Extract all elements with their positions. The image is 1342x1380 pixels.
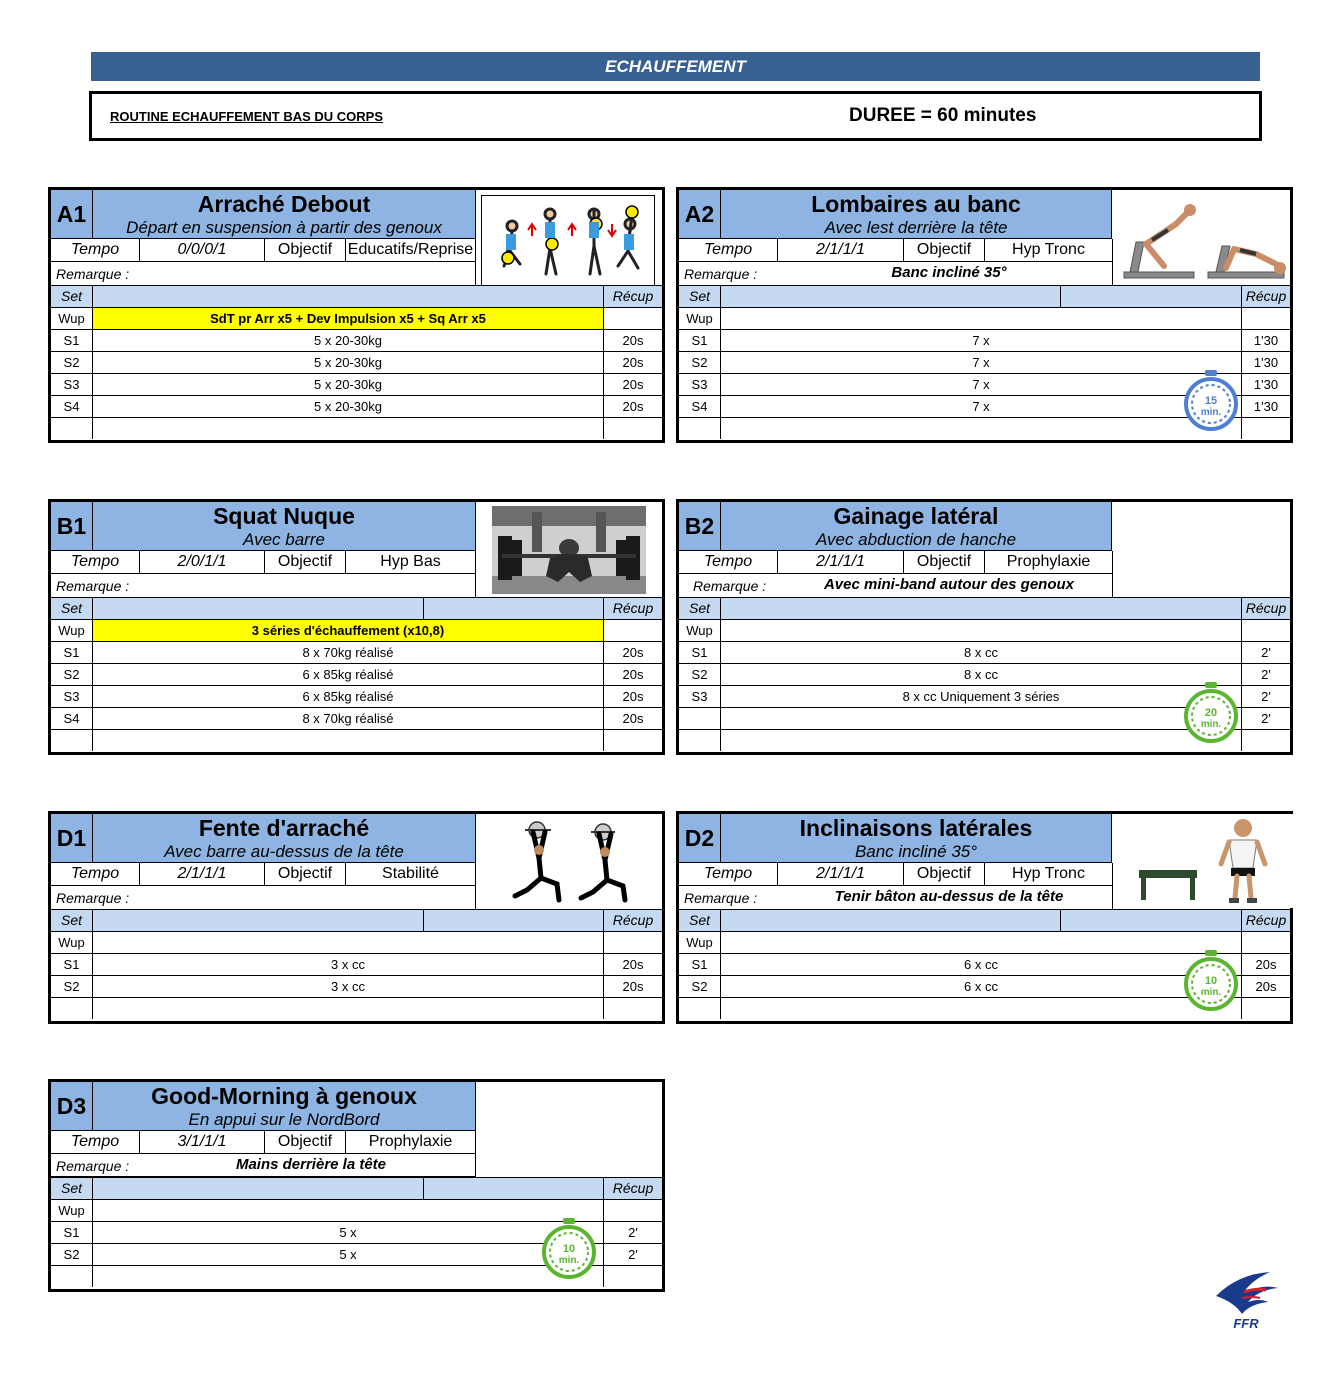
set-cell: S1 [679, 954, 721, 975]
reps-header [93, 1178, 424, 1199]
recup-header: Récup [1245, 288, 1287, 304]
exercise-card-d1 [48, 811, 665, 1024]
remarque-row [51, 886, 476, 909]
reps-cell [721, 620, 1242, 641]
remarque-row [51, 1154, 476, 1177]
tempo-label: Tempo [51, 551, 140, 573]
recup-cell: 1'30 [1253, 355, 1279, 370]
reps-cell: 3 x cc [93, 954, 604, 975]
exercise-label: D2 [679, 814, 721, 863]
recup-cell: 20s [622, 979, 644, 994]
recup-cell: 2' [1261, 689, 1271, 704]
recup-cell: 20s [622, 333, 644, 348]
set-header: Set [51, 598, 93, 619]
table-row [679, 642, 1290, 664]
tempo-row [51, 1131, 476, 1154]
set-cell: S3 [679, 374, 721, 395]
timer-value: 15 [1204, 395, 1218, 407]
exercise-title: Lombaires au banc [811, 191, 1021, 217]
remarque-row [679, 574, 1113, 597]
routine-duration: DUREE = 60 minutes [849, 105, 1037, 126]
exercise-title: Good-Morning à genoux [151, 1083, 417, 1109]
reps-cell: 7 x [721, 396, 1242, 417]
set-header: Set [51, 910, 93, 931]
reps-header [721, 286, 1061, 307]
recup-cell [1242, 418, 1290, 439]
recup-cell [1242, 998, 1290, 1019]
reps-cell [93, 1200, 604, 1221]
reps-cell: 5 x 20-30kg [93, 330, 604, 351]
table-row [51, 976, 662, 998]
set-cell: S2 [51, 352, 93, 373]
table-row [51, 620, 662, 642]
ffr-logo-text: FFR [1233, 1316, 1259, 1331]
reps-cell: 6 x cc [721, 954, 1242, 975]
reps-header-2 [424, 1178, 604, 1199]
exercise-label: B1 [51, 502, 93, 551]
reps-cell: 6 x cc [721, 976, 1242, 997]
reps-cell: SdT pr Arr x5 + Dev Impulsion x5 + Sq Arr x5 [93, 308, 604, 329]
set-cell: S2 [679, 976, 721, 997]
exercise-title: Fente d'arraché [198, 815, 370, 841]
reps-cell: 8 x 70kg réalisé [93, 708, 604, 729]
set-cell: S4 [51, 396, 93, 417]
recup-cell: 20s [622, 399, 644, 414]
set-cell [679, 730, 721, 751]
exercise-label: D1 [51, 814, 93, 863]
routine-box [89, 91, 1262, 141]
objectif-value: Prophylaxie [368, 1133, 453, 1150]
exercise-subtitle: Départ en suspension à partir des genoux [126, 218, 442, 237]
timer-unit: min. [558, 1255, 580, 1266]
remarque-row [679, 886, 1113, 909]
tempo-value: 2/1/1/1 [778, 551, 904, 573]
recup-cell [1242, 308, 1290, 329]
set-rows [51, 308, 662, 439]
set-cell: S1 [51, 1222, 93, 1243]
exercise-title-block [721, 502, 1112, 551]
tempo-value: 2/1/1/1 [778, 239, 904, 261]
set-cell: Wup [679, 308, 721, 329]
exercise-label: B2 [679, 502, 721, 551]
stopwatch-20-icon [1183, 680, 1239, 744]
table-row [51, 932, 662, 954]
exercise-title: Arraché Debout [197, 191, 371, 217]
header-bar: ECHAUFFEMENT [91, 52, 1260, 81]
side-bend-image [1125, 814, 1297, 908]
recup-cell: 20s [1255, 979, 1277, 994]
set-header-row [679, 285, 1290, 308]
tempo-value: 2/1/1/1 [140, 863, 265, 885]
remarque-value: Avec mini-band autour des genoux [823, 576, 1075, 593]
recup-header: Récup [612, 1180, 654, 1196]
back-squat-image [492, 506, 646, 594]
reps-header-2 [1061, 286, 1242, 307]
objectif-value: Prophylaxie [1006, 553, 1091, 570]
table-row [51, 418, 662, 439]
remarque-label: Remarque : [684, 890, 758, 906]
objectif-value: Hyp Tronc [1012, 865, 1085, 882]
exercise-card-a2 [676, 187, 1293, 443]
objectif-label: Objectif [265, 551, 346, 573]
set-cell: S1 [51, 642, 93, 663]
set-cell: S4 [51, 708, 93, 729]
recup-cell: 1'30 [1253, 333, 1279, 348]
tempo-row [679, 239, 1113, 262]
timer-value: 10 [562, 1243, 576, 1255]
timer-unit: min. [1200, 407, 1222, 418]
set-cell: S1 [51, 954, 93, 975]
set-cell [51, 730, 93, 751]
recup-cell: 20s [622, 355, 644, 370]
snatch-sequence-image [481, 195, 655, 286]
objectif-label: Objectif [904, 863, 985, 885]
set-cell: S1 [51, 330, 93, 351]
recup-cell [1242, 730, 1290, 751]
tempo-label: Tempo [679, 863, 778, 885]
table-row [51, 998, 662, 1019]
reps-cell: 7 x [721, 330, 1242, 351]
table-row [51, 730, 662, 751]
recup-cell: 2' [1261, 711, 1271, 726]
recup-cell: 2' [628, 1225, 638, 1240]
recup-cell [604, 932, 662, 953]
exercise-label: A2 [679, 190, 721, 239]
set-header-row [679, 909, 1290, 932]
tempo-label: Tempo [679, 551, 778, 573]
set-header: Set [679, 286, 721, 307]
set-cell [679, 418, 721, 439]
timer-unit: min. [1200, 987, 1222, 998]
set-cell: Wup [51, 620, 93, 641]
objectif-label: Objectif [265, 863, 346, 885]
recup-cell [604, 418, 662, 439]
objectif-label: Objectif [265, 239, 346, 261]
recup-cell: 2' [628, 1247, 638, 1262]
set-cell: S1 [679, 330, 721, 351]
recup-cell [604, 308, 662, 329]
set-cell: Wup [51, 308, 93, 329]
recup-header: Récup [612, 912, 654, 928]
exercise-title-block [93, 190, 476, 239]
set-header: Set [679, 910, 721, 931]
tempo-row [51, 551, 476, 574]
recup-cell: 20s [1255, 957, 1277, 972]
exercise-subtitle: Avec lest derrière la tête [824, 218, 1008, 237]
tempo-row [51, 863, 476, 886]
reps-cell [721, 730, 1242, 751]
set-cell: S3 [51, 374, 93, 395]
reps-header [93, 910, 424, 931]
set-rows [51, 620, 662, 751]
tempo-row [679, 551, 1113, 574]
stopwatch-15-icon [1183, 368, 1239, 432]
table-row [51, 330, 662, 352]
exercise-card-a1 [48, 187, 665, 443]
reps-header-2 [424, 598, 604, 619]
set-cell [51, 998, 93, 1019]
recup-cell [604, 1266, 662, 1287]
exercise-title-block [93, 814, 476, 863]
objectif-value: Educatifs/Reprise [347, 241, 474, 258]
recup-header: Récup [612, 288, 654, 304]
set-cell [679, 708, 721, 729]
reps-cell: 8 x cc [721, 664, 1242, 685]
reps-cell [93, 418, 604, 439]
recup-cell: 20s [622, 377, 644, 392]
remarque-label: Remarque : [56, 890, 130, 906]
exercise-subtitle: Banc incliné 35° [854, 842, 978, 861]
set-cell [51, 1266, 93, 1287]
reps-cell: 7 x [721, 352, 1242, 373]
stopwatch-10-icon [541, 1216, 597, 1280]
remarque-label: Remarque : [56, 578, 130, 594]
remarque-label: Remarque : [684, 266, 758, 282]
recup-cell: 20s [622, 957, 644, 972]
remarque-label: Remarque : [56, 1158, 130, 1174]
table-row [51, 374, 662, 396]
reps-cell: 5 x 20-30kg [93, 396, 604, 417]
remarque-label: Remarque : [693, 578, 767, 594]
set-header-row [51, 909, 662, 932]
tempo-value: 2/0/1/1 [140, 551, 265, 573]
set-cell: S4 [679, 396, 721, 417]
recup-cell [604, 1200, 662, 1221]
tempo-row [51, 239, 476, 262]
table-row [51, 954, 662, 976]
objectif-label: Objectif [904, 239, 985, 261]
reps-cell: 5 x 20-30kg [93, 374, 604, 395]
objectif-value: Hyp Bas [380, 553, 441, 570]
recup-cell [604, 998, 662, 1019]
reps-cell: 6 x 85kg réalisé [93, 664, 604, 685]
remarque-row [51, 574, 476, 597]
set-header-row [51, 597, 662, 620]
table-row [51, 708, 662, 730]
exercise-subtitle: Avec barre au-dessus de la tête [164, 842, 404, 861]
table-row [51, 686, 662, 708]
routine-name: ROUTINE ECHAUFFEMENT BAS DU CORPS [110, 109, 384, 124]
remarque-value: Mains derrière la tête [235, 1156, 387, 1173]
reps-cell [93, 730, 604, 751]
table-row [51, 352, 662, 374]
exercise-title: Inclinaisons latérales [799, 815, 1033, 841]
set-cell [679, 998, 721, 1019]
objectif-label: Objectif [265, 1131, 346, 1153]
recup-cell: 20s [622, 711, 644, 726]
exercise-card-d2 [676, 811, 1293, 1024]
reps-cell [93, 998, 604, 1019]
table-row [51, 396, 662, 418]
set-header: Set [51, 286, 93, 307]
objectif-value: Stabilité [382, 865, 439, 882]
set-cell: S3 [51, 686, 93, 707]
timer-unit: min. [1200, 719, 1222, 730]
reps-cell: 3 séries d'échauffement (x10,8) [93, 620, 604, 641]
reps-cell [721, 708, 1242, 729]
recup-cell [604, 620, 662, 641]
exercise-card-b2 [676, 499, 1293, 755]
tempo-label: Tempo [679, 239, 778, 261]
reps-cell [721, 932, 1242, 953]
set-cell: Wup [51, 1200, 93, 1221]
recup-cell: 1'30 [1253, 399, 1279, 414]
table-row [51, 642, 662, 664]
reps-header-2 [424, 910, 604, 931]
tempo-label: Tempo [51, 1131, 140, 1153]
reps-cell: 7 x [721, 374, 1242, 395]
reps-header-2 [1061, 910, 1242, 931]
reps-header [93, 598, 424, 619]
reps-cell: 5 x 20-30kg [93, 352, 604, 373]
remarque-row [51, 262, 476, 285]
exercise-card-b1 [48, 499, 665, 755]
set-cell [51, 418, 93, 439]
set-cell: S2 [679, 664, 721, 685]
recup-cell: 20s [622, 645, 644, 660]
stopwatch-10-icon [1183, 948, 1239, 1012]
exercise-title-block [93, 1082, 476, 1131]
recup-cell: 2' [1261, 645, 1271, 660]
recup-cell: 1'30 [1253, 377, 1279, 392]
back-extension-image [1116, 194, 1288, 284]
table-row [679, 620, 1290, 642]
exercise-title: Gainage latéral [833, 503, 999, 529]
reps-cell [93, 932, 604, 953]
exercise-title-block [721, 190, 1112, 239]
recup-cell [604, 730, 662, 751]
exercise-title-block [93, 502, 476, 551]
timer-value: 10 [1204, 975, 1218, 987]
reps-header [721, 598, 1242, 619]
reps-header [721, 910, 1061, 931]
table-row [51, 308, 662, 330]
objectif-label: Objectif [904, 551, 985, 573]
reps-cell: 3 x cc [93, 976, 604, 997]
tempo-row [679, 863, 1113, 886]
set-header: Set [51, 1178, 93, 1199]
set-header-row [51, 285, 662, 308]
tempo-value: 3/1/1/1 [140, 1131, 265, 1153]
exercise-subtitle: Avec abduction de hanche [815, 530, 1017, 549]
recup-cell [1242, 932, 1290, 953]
reps-cell [721, 418, 1242, 439]
objectif-value: Hyp Tronc [1012, 241, 1085, 258]
set-cell: S2 [51, 976, 93, 997]
tempo-label: Tempo [51, 863, 140, 885]
recup-cell [1242, 620, 1290, 641]
recup-header: Récup [612, 600, 654, 616]
reps-cell: 6 x 85kg réalisé [93, 686, 604, 707]
reps-cell: 8 x cc Uniquement 3 séries [721, 686, 1242, 707]
set-header-row [679, 597, 1290, 620]
reps-cell: 5 x [93, 1222, 604, 1243]
set-cell: Wup [679, 932, 721, 953]
remarque-row [679, 262, 1113, 285]
timer-value: 20 [1204, 707, 1218, 719]
table-row [51, 664, 662, 686]
set-cell: Wup [51, 932, 93, 953]
set-cell: Wup [679, 620, 721, 641]
recup-cell: 20s [622, 689, 644, 704]
tempo-value: 0/0/0/1 [140, 239, 265, 261]
remarque-label: Remarque : [56, 266, 130, 282]
overhead-lunge-image [507, 818, 635, 906]
table-row [679, 330, 1290, 352]
set-cell: S2 [51, 1244, 93, 1265]
reps-cell [721, 308, 1242, 329]
tempo-label: Tempo [51, 239, 140, 261]
tempo-value: 2/1/1/1 [778, 863, 904, 885]
exercise-subtitle: En appui sur le NordBord [188, 1110, 380, 1129]
exercise-subtitle: Avec barre [243, 530, 325, 549]
remarque-value: Banc incliné 35° [891, 264, 1007, 281]
set-header-row [51, 1177, 662, 1200]
ffr-logo [1208, 1268, 1288, 1332]
recup-header: Récup [1245, 600, 1287, 616]
reps-cell: 5 x [93, 1244, 604, 1265]
reps-cell [93, 1266, 604, 1287]
set-cell: S2 [679, 352, 721, 373]
set-cell: S1 [679, 642, 721, 663]
recup-header: Récup [1245, 912, 1287, 928]
exercise-label: D3 [51, 1082, 93, 1131]
reps-cell: 8 x 70kg réalisé [93, 642, 604, 663]
set-rows [51, 932, 662, 1019]
exercise-label: A1 [51, 190, 93, 239]
set-header: Set [679, 598, 721, 619]
remarque-value: Tenir bâton au-dessus de la tête [834, 888, 1064, 905]
reps-cell: 8 x cc [721, 642, 1242, 663]
recup-cell: 2' [1261, 667, 1271, 682]
recup-cell: 20s [622, 667, 644, 682]
exercise-title-block [721, 814, 1112, 863]
exercise-card-d3 [48, 1079, 665, 1292]
reps-cell [721, 998, 1242, 1019]
table-row [679, 308, 1290, 330]
exercise-title: Squat Nuque [213, 503, 355, 529]
reps-header [93, 286, 604, 307]
set-cell: S2 [51, 664, 93, 685]
set-cell: S3 [679, 686, 721, 707]
